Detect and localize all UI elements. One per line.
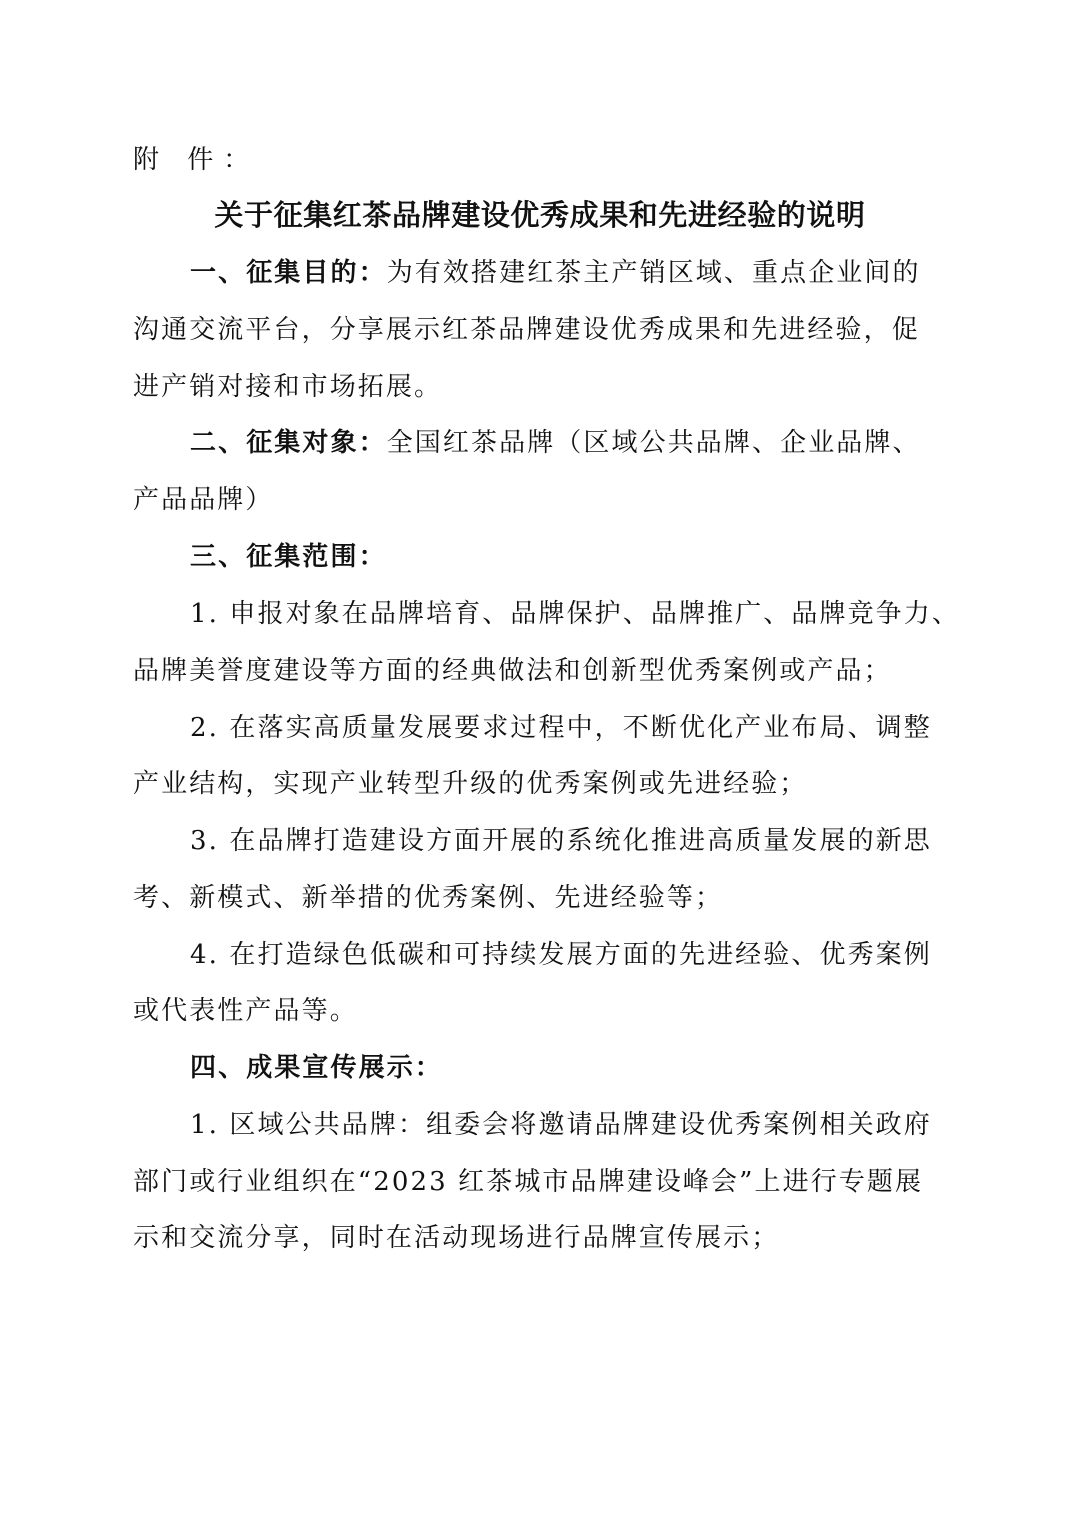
- section-4-heading: 四、成果宣传展示：: [190, 1053, 443, 1083]
- scope-item-2-line: 2. 在落实高质量发展要求过程中，不断优化产业布局、调整: [190, 713, 932, 743]
- scope-item-4-line: 或代表性产品等。: [133, 996, 358, 1026]
- scope-item-3-line: 考、新模式、新举措的优秀案例、先进经验等；: [133, 883, 724, 913]
- section-2-text: 全国红茶品牌（区域公共品牌、企业品牌、: [386, 428, 921, 458]
- section-1-first-line: [190, 256, 1010, 290]
- document-title: 关于征集红茶品牌建设优秀成果和先进经验的说明: [214, 198, 866, 232]
- scope-item-1-line: 品牌美誉度建设等方面的经典做法和创新型优秀案例或产品；: [133, 656, 892, 686]
- section-2-heading: 二、征集对象：: [190, 428, 387, 458]
- section-1-line: 沟通交流平台，分享展示红茶品牌建设优秀成果和先进经验，促: [133, 315, 920, 345]
- showcase-item-1-line: 部门或行业组织在“2023 红茶城市品牌建设峰会”上进行专题展: [133, 1167, 924, 1197]
- section-2-first-line: [190, 426, 1010, 460]
- showcase-item-1-line: 1. 区域公共品牌：组委会将邀请品牌建设优秀案例相关政府: [190, 1110, 932, 1140]
- section-1-line: 进产销对接和市场拓展。: [133, 372, 443, 402]
- scope-item-1-line: 1. 申报对象在品牌培育、品牌保护、品牌推广、品牌竞争力、: [190, 599, 960, 629]
- section-1-heading: 一、征集目的：: [190, 258, 387, 288]
- scope-item-3-line: 3. 在品牌打造建设方面开展的系统化推进高质量发展的新思: [190, 826, 932, 856]
- scope-item-4-line: 4. 在打造绿色低碳和可持续发展方面的先进经验、优秀案例: [190, 940, 932, 970]
- section-1-text: 为有效搭建红茶主产销区域、重点企业间的: [386, 258, 921, 288]
- attachment-label: 附 件：: [133, 145, 260, 175]
- scope-item-2-line: 产业结构，实现产业转型升级的优秀案例或先进经验；: [133, 769, 808, 799]
- section-2-line: 产品品牌）: [133, 485, 274, 515]
- section-3-heading: 三、征集范围：: [190, 542, 387, 572]
- showcase-item-1-line: 示和交流分享，同时在活动现场进行品牌宣传展示；: [133, 1223, 780, 1253]
